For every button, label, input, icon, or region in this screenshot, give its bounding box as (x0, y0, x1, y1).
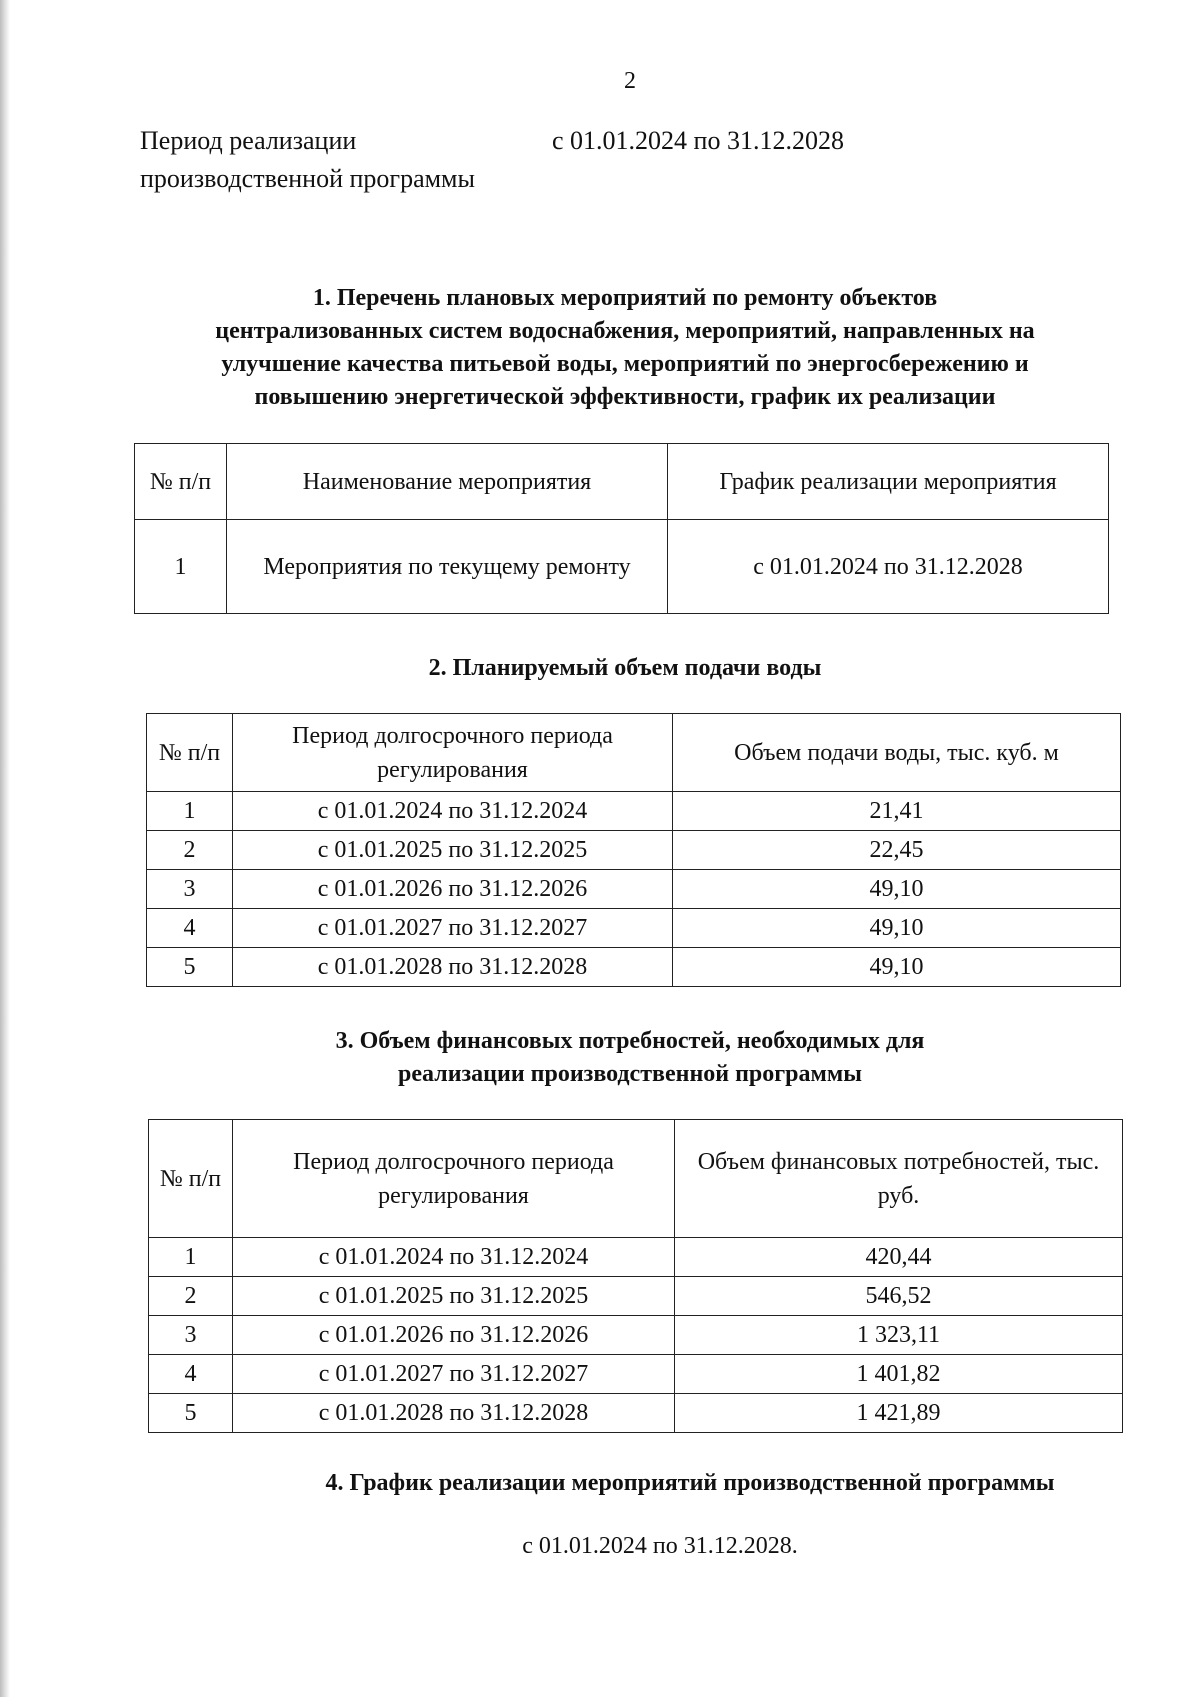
cell-name: Мероприятия по текущему ремонту (227, 520, 668, 614)
cell-volume: 22,45 (673, 831, 1121, 870)
cell-num: 4 (147, 909, 233, 948)
section3-heading-line1: 3. Объем финансовых потребностей, необходимых для (335, 1028, 925, 1054)
section4-heading: 4. График реализации мероприятий производственной программы (325, 1470, 1055, 1496)
column-header-num: № п/п (135, 444, 227, 520)
cell-schedule: с 01.01.2024 по 31.12.2028 (668, 520, 1109, 614)
table-row (147, 792, 1121, 831)
section1-heading-line3: улучшение качества питьевой воды, мероприятий по энергосбережению и (221, 351, 1029, 377)
cell-period: с 01.01.2027 по 31.12.2027 (233, 1355, 675, 1394)
scan-edge (0, 0, 10, 1697)
cell-finance: 420,44 (675, 1238, 1123, 1277)
section3-table (148, 1119, 1123, 1433)
cell-volume: 49,10 (673, 948, 1121, 987)
period-label (140, 122, 475, 198)
cell-num: 3 (147, 870, 233, 909)
column-header-schedule: График реализации мероприятия (668, 444, 1109, 520)
cell-period: с 01.01.2026 по 31.12.2026 (233, 1316, 675, 1355)
cell-finance: 546,52 (675, 1277, 1123, 1316)
cell-num: 2 (147, 831, 233, 870)
cell-period: с 01.01.2026 по 31.12.2026 (233, 870, 673, 909)
section3-heading-line2: реализации производственной программы (398, 1061, 862, 1087)
column-header-volume: Объем подачи воды, тыс. куб. м (673, 714, 1121, 792)
table-header-row (149, 1120, 1123, 1238)
cell-period: с 01.01.2024 по 31.12.2024 (233, 792, 673, 831)
page-number: 2 (624, 68, 636, 94)
cell-num: 5 (149, 1394, 233, 1433)
table-row (149, 1355, 1123, 1394)
cell-num: 2 (149, 1277, 233, 1316)
table-header-row (135, 444, 1109, 520)
cell-finance: 1 323,11 (675, 1316, 1123, 1355)
column-header-num: № п/п (149, 1120, 233, 1238)
table-row (147, 870, 1121, 909)
cell-volume: 21,41 (673, 792, 1121, 831)
cell-num: 1 (147, 792, 233, 831)
section4-value: с 01.01.2024 по 31.12.2028. (522, 1533, 798, 1559)
section2-table (146, 713, 1121, 987)
cell-num: 5 (147, 948, 233, 987)
cell-volume: 49,10 (673, 870, 1121, 909)
cell-period: с 01.01.2028 по 31.12.2028 (233, 1394, 675, 1433)
table-row (149, 1316, 1123, 1355)
table-row (147, 909, 1121, 948)
table-row (147, 831, 1121, 870)
table-row (135, 520, 1109, 614)
section2-heading: 2. Планируемый объем подачи воды (428, 655, 822, 681)
cell-period: с 01.01.2025 по 31.12.2025 (233, 831, 673, 870)
cell-period: с 01.01.2027 по 31.12.2027 (233, 909, 673, 948)
column-header-period: Период долгосрочного периода регулирования (233, 1120, 675, 1238)
section3-heading (130, 1025, 1130, 1091)
column-header-num: № п/п (147, 714, 233, 792)
section1-heading (130, 282, 1120, 414)
table-row (149, 1277, 1123, 1316)
cell-num: 1 (135, 520, 227, 614)
table-row (149, 1394, 1123, 1433)
column-header-name: Наименование мероприятия (227, 444, 668, 520)
cell-period: с 01.01.2028 по 31.12.2028 (233, 948, 673, 987)
period-value: с 01.01.2024 по 31.12.2028 (552, 126, 844, 155)
cell-finance: 1 401,82 (675, 1355, 1123, 1394)
column-header-period: Период долгосрочного периода регулирования (233, 714, 673, 792)
cell-period: с 01.01.2025 по 31.12.2025 (233, 1277, 675, 1316)
period-label-line1: Период реализации (140, 126, 357, 155)
cell-finance: 1 421,89 (675, 1394, 1123, 1433)
cell-volume: 49,10 (673, 909, 1121, 948)
section1-heading-line1: 1. Перечень плановых мероприятий по ремонту объектов (312, 285, 938, 311)
section1-heading-line4: повышению энергетической эффективности, график их реализации (254, 384, 996, 410)
table-row (149, 1238, 1123, 1277)
cell-num: 3 (149, 1316, 233, 1355)
table-row (147, 948, 1121, 987)
column-header-finance: Объем финансовых потребностей, тыс. руб. (675, 1120, 1123, 1238)
table-header-row (147, 714, 1121, 792)
cell-num: 1 (149, 1238, 233, 1277)
cell-period: с 01.01.2024 по 31.12.2024 (233, 1238, 675, 1277)
section1-table (134, 443, 1109, 614)
cell-num: 4 (149, 1355, 233, 1394)
section1-heading-line2: централизованных систем водоснабжения, мероприятий, направленных на (215, 318, 1035, 344)
period-label-line2: производственной программы (140, 164, 475, 193)
